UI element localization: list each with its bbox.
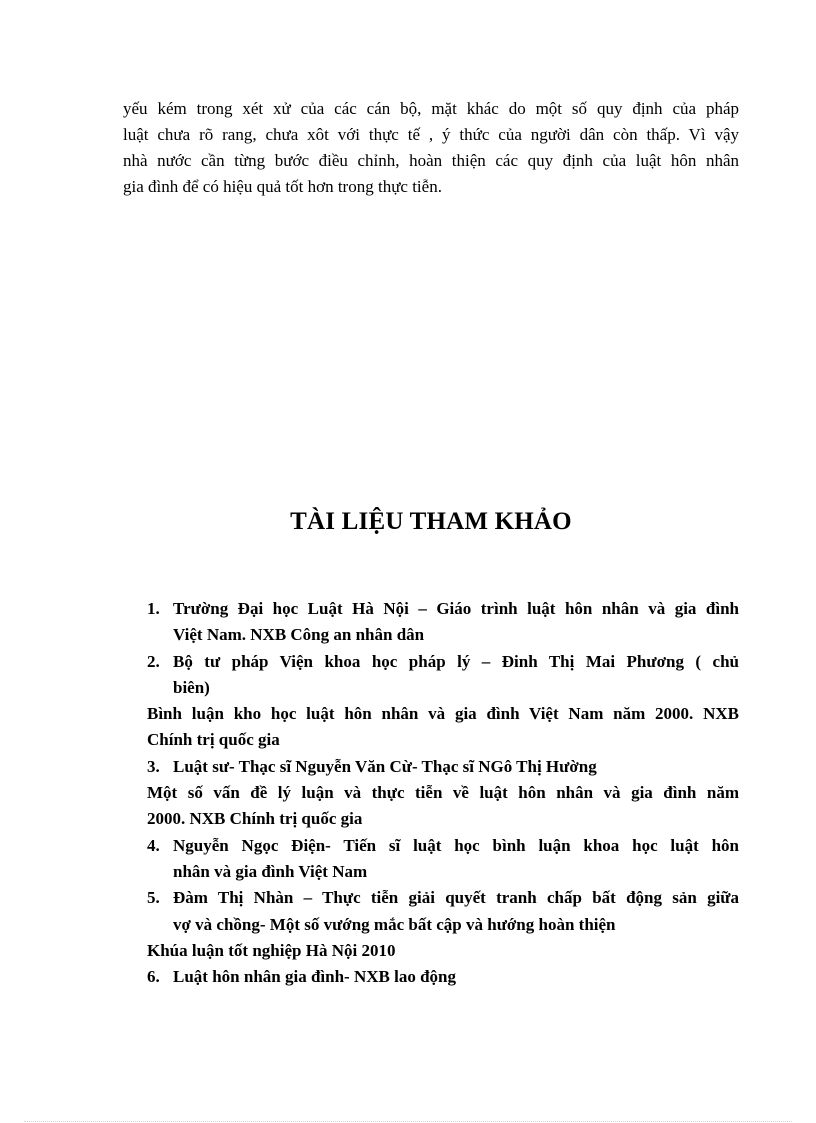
reference-item [147,596,739,649]
reference-line: 2000. NXB Chính trị quốc gia [147,809,363,829]
reference-line: Đàm Thị Nhàn – Thực tiễn giải quyết tranh chấp bất động sản giữa [173,888,739,908]
reference-line: Việt Nam. NXB Công an nhân dân [173,625,425,645]
intro-line: yếu kém trong xét xử của các cán bộ, mặt khác do một số quy định của pháp [123,99,739,118]
reference-line: nhân và gia đình Việt Nam [173,861,368,881]
reference-item [147,885,739,938]
reference-line: Trường Đại học Luật Hà Nội – Giáo trình luật hôn nhân và gia đình [173,599,739,618]
intro-paragraph [123,96,739,200]
reference-item [147,754,739,780]
reference-item [147,964,739,990]
reference-item [147,833,739,886]
reference-item [147,649,739,702]
reference-line: Một số vấn đề lý luận và thực tiễn về luật hôn nhân và gia đình năm [147,783,739,803]
reference-note [147,780,739,833]
reference-line: Chính trị quốc gia [147,730,280,750]
reference-number: 4. [147,835,160,855]
reference-line: Bình luận kho học luật hôn nhân và gia đình Việt Nam năm 2000. NXB [147,704,739,724]
reference-number: 6. [147,967,160,987]
page-bottom-rule [24,1121,792,1122]
references-heading: TÀI LIỆU THAM KHẢO [290,508,572,535]
reference-number: 2. [147,651,160,671]
reference-line: vợ và chồng- Một số vướng mắc bất cập và hướng hoàn thiện [173,914,616,934]
reference-line: Luật hôn nhân gia đình- NXB lao động [173,967,456,987]
reference-line: biên) [173,677,210,697]
reference-line: Luật sư- Thạc sĩ Nguyễn Văn Cừ- Thạc sĩ NGô Thị Hường [173,756,597,776]
intro-line: gia đình để có hiệu quả tốt hơn trong thực tiễn. [123,177,442,196]
reference-number: 1. [147,599,160,618]
reference-line: Khúa luận tốt nghiệp Hà Nội 2010 [147,940,396,960]
intro-line: nhà nước cần từng bước điều chỉnh, hoàn thiện các quy định của luật hôn nhân [123,151,739,170]
reference-note [147,938,739,964]
reference-line: Bộ tư pháp Viện khoa học pháp lý – Đinh Thị Mai Phương ( chủ [173,651,739,671]
reference-note [147,701,739,754]
reference-line: Nguyễn Ngọc Điện- Tiến sĩ luật học bình luận khoa học luật hôn [173,835,739,855]
intro-line: luật chưa rõ rang, chưa xôt với thực tế , ý thức của người dân còn thấp. Vì vậy [123,125,739,144]
reference-number: 5. [147,888,160,908]
references-list [147,596,739,990]
reference-number: 3. [147,756,160,776]
